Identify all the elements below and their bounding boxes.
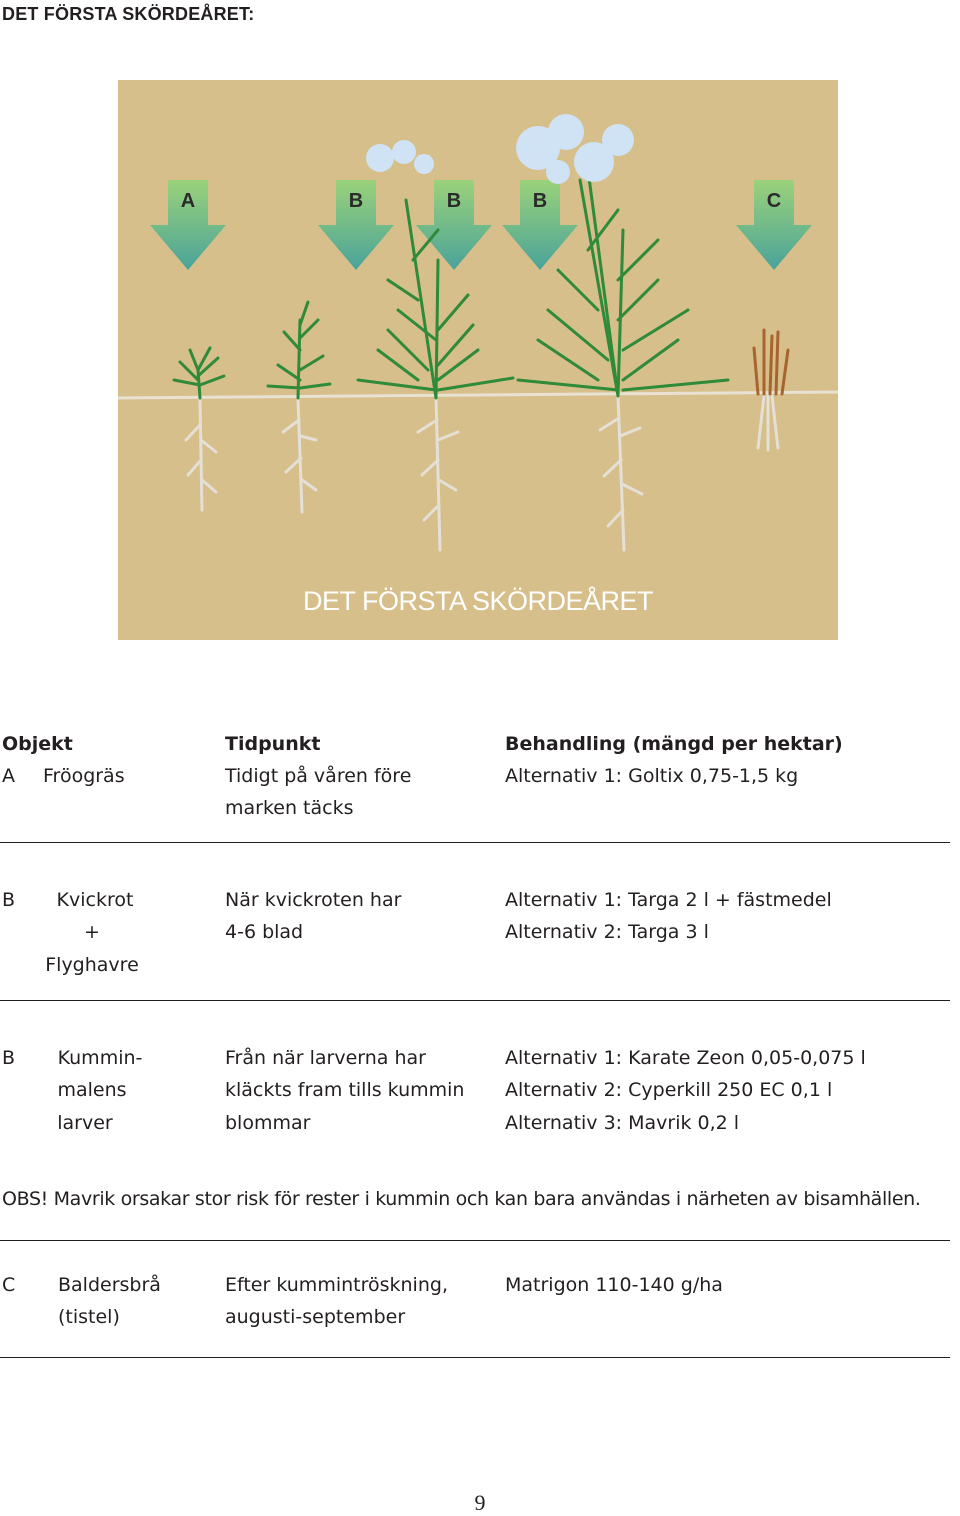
row-a-treatment-1: Alternativ 1: Goltix 0,75-1,5 kg — [505, 765, 799, 787]
row-divider — [0, 1240, 950, 1241]
row-b1-object-1: Kvickrot — [56, 889, 134, 911]
row-divider — [0, 1000, 950, 1001]
row-b1-time-1: När kvickroten har — [225, 889, 402, 911]
row-a-code: A — [2, 765, 15, 787]
row-b2-object-2: malens — [57, 1079, 127, 1101]
header-tidpunkt: Tidpunkt — [225, 733, 321, 755]
row-c-time-2: augusti-september — [225, 1306, 406, 1328]
row-c-time-1: Efter kummintröskning, — [225, 1274, 448, 1296]
row-b2-code: B — [2, 1047, 16, 1069]
row-divider — [0, 842, 950, 843]
arrow-label: A — [180, 190, 196, 212]
row-b2-treatment-2: Alternativ 2: Cyperkill 250 EC 0,1 l — [505, 1079, 833, 1101]
row-b1-treatment-2: Alternativ 2: Targa 3 l — [505, 921, 709, 943]
illustration-title: DET FÖRSTA SKÖRDEÅRET — [302, 586, 654, 616]
illustration-background — [118, 80, 838, 640]
page-number: 9 — [474, 1490, 486, 1515]
row-b2-time-2: kläckts fram tills kummin — [225, 1079, 465, 1101]
row-c-object-1: Baldersbrå — [58, 1274, 161, 1296]
growth-stage-illustration — [118, 80, 838, 640]
arrow-label: B — [532, 190, 548, 212]
row-b2-object-3: larver — [57, 1112, 113, 1134]
row-a-time-1: Tidigt på våren före — [225, 765, 412, 787]
warning-note: OBS! Mavrik orsakar stor risk för rester i kummin och kan bara användas i närheten av bisamhällen. — [2, 1188, 921, 1210]
row-c-code: C — [2, 1274, 16, 1296]
row-c-object-2: (tistel) — [58, 1306, 120, 1328]
header-objekt: Objekt — [2, 733, 73, 755]
row-b1-object-3: Flyghavre — [45, 954, 139, 976]
arrow-label: C — [766, 190, 782, 212]
row-b2-time-3: blommar — [225, 1112, 311, 1134]
arrow-label: B — [446, 190, 462, 212]
row-b2-treatment-1: Alternativ 1: Karate Zeon 0,05-0,075 l — [505, 1047, 866, 1069]
row-b1-object-2: + — [84, 921, 100, 943]
illustration-canvas — [118, 80, 838, 640]
row-a-object: Fröogräs — [43, 765, 125, 787]
row-c-treatment-1: Matrigon 110-140 g/ha — [505, 1274, 723, 1296]
arrow-label: B — [348, 190, 364, 212]
row-b1-code: B — [2, 889, 16, 911]
row-b1-time-2: 4-6 blad — [225, 921, 304, 943]
row-divider — [0, 1357, 950, 1358]
row-a-time-2: marken täcks — [225, 797, 354, 819]
row-b2-time-1: Från när larverna har — [225, 1047, 426, 1069]
row-b2-object-1: Kummin- — [57, 1047, 143, 1069]
row-b2-treatment-3: Alternativ 3: Mavrik 0,2 l — [505, 1112, 740, 1134]
page-heading: DET FÖRSTA SKÖRDEÅRET: — [2, 4, 255, 24]
row-b1-treatment-1: Alternativ 1: Targa 2 l + fästmedel — [505, 889, 832, 911]
header-behandling: Behandling (mängd per hektar) — [505, 733, 843, 755]
